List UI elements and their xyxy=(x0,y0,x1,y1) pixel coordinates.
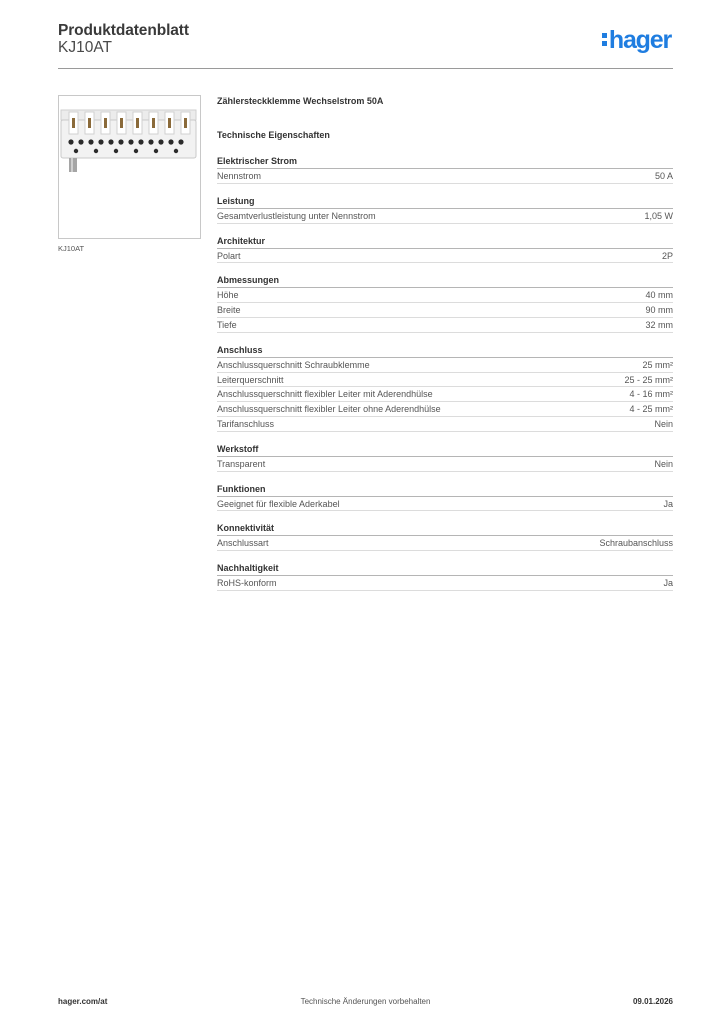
section-title: Abmessungen xyxy=(217,275,673,288)
property-row xyxy=(217,169,673,184)
section-title: Funktionen xyxy=(217,484,673,497)
property-label: Anschlussquerschnitt flexibler Leiter ohne Aderendhülse xyxy=(217,404,441,415)
property-row xyxy=(217,497,673,512)
property-row xyxy=(217,209,673,224)
page-header xyxy=(58,20,673,70)
section-anschluss xyxy=(217,345,673,432)
footer-note: Technische Änderungen vorbehalten xyxy=(300,997,431,1006)
section-konnektivitaet xyxy=(217,523,673,551)
footer-website-link[interactable]: hager.com/at xyxy=(58,997,108,1006)
property-value: Schraubanschluss xyxy=(599,538,673,549)
logo-text: hager xyxy=(608,26,671,54)
section-architektur xyxy=(217,236,673,264)
section-funktionen xyxy=(217,484,673,512)
section-title: Anschluss xyxy=(217,345,673,358)
section-title: Nachhaltigkeit xyxy=(217,563,673,576)
property-value: 90 mm xyxy=(645,305,673,316)
property-value: 50 A xyxy=(654,171,673,181)
property-label: Anschlussquerschnitt Schraubklemme xyxy=(217,359,370,370)
section-title: Elektrischer Strom xyxy=(217,156,673,169)
property-value: 40 mm xyxy=(645,290,673,301)
product-name: Zählersteckklemme Wechselstrom 50A xyxy=(217,96,384,106)
property-label: Anschlussquerschnitt flexibler Leiter mit Aderendhülse xyxy=(217,389,433,400)
property-label: Höhe xyxy=(217,290,239,301)
section-title: Leistung xyxy=(217,196,673,209)
property-label: Leiterquerschnitt xyxy=(217,374,284,385)
section-title: Werkstoff xyxy=(217,444,673,457)
property-label: Polart xyxy=(217,250,241,261)
property-label: Transparent xyxy=(217,458,266,469)
document-title: Produktdatenblatt xyxy=(58,22,189,39)
property-row xyxy=(217,387,673,402)
property-label: Breite xyxy=(217,305,241,316)
product-image xyxy=(58,95,201,239)
logo-colon-icon xyxy=(602,31,608,49)
property-row xyxy=(217,402,673,417)
image-caption: KJ10AT xyxy=(58,244,85,253)
product-details xyxy=(217,96,673,591)
property-row xyxy=(217,457,673,472)
property-label: RoHS-konform xyxy=(217,578,277,589)
property-value: 1,05 W xyxy=(644,210,673,221)
property-row xyxy=(217,536,673,551)
property-value: Nein xyxy=(654,458,673,469)
footer-date: 09.01.2026 xyxy=(632,997,673,1006)
section-elektrischer-strom xyxy=(217,156,673,184)
property-row xyxy=(217,303,673,318)
property-value: Ja xyxy=(663,498,673,509)
property-row xyxy=(217,249,673,264)
property-row xyxy=(217,358,673,373)
property-value: 25 - 25 mm² xyxy=(624,374,673,385)
section-werkstoff xyxy=(217,444,673,472)
terminal-block-illustration xyxy=(59,96,200,238)
section-title: Konnektivität xyxy=(217,523,673,536)
property-value: Ja xyxy=(663,578,673,589)
property-row xyxy=(217,318,673,333)
product-code: KJ10AT xyxy=(58,39,112,56)
properties-heading: Technische Eigenschaften xyxy=(217,130,330,140)
property-value: 4 - 25 mm² xyxy=(629,404,673,415)
property-label: Nennstrom xyxy=(217,171,262,181)
property-label: Tiefe xyxy=(217,319,237,330)
property-row xyxy=(217,417,673,432)
section-title: Architektur xyxy=(217,236,673,249)
property-label: Anschlussart xyxy=(217,538,269,549)
property-value: 25 mm² xyxy=(642,359,673,370)
property-value: 4 - 16 mm² xyxy=(629,389,673,400)
section-leistung xyxy=(217,196,673,224)
section-nachhaltigkeit xyxy=(217,563,673,591)
property-row xyxy=(217,288,673,303)
property-label: Geeignet für flexible Aderkabel xyxy=(217,498,340,509)
property-row xyxy=(217,373,673,388)
hager-logo xyxy=(602,26,671,54)
property-label: Tarifanschluss xyxy=(217,418,275,429)
page-footer xyxy=(58,997,673,1011)
header-divider xyxy=(58,68,673,69)
property-value: 2P xyxy=(661,250,673,261)
property-value: Nein xyxy=(654,418,673,429)
property-label: Gesamtverlustleistung unter Nennstrom xyxy=(217,210,376,221)
section-abmessungen xyxy=(217,275,673,332)
property-value: 32 mm xyxy=(645,319,673,330)
property-row xyxy=(217,576,673,591)
